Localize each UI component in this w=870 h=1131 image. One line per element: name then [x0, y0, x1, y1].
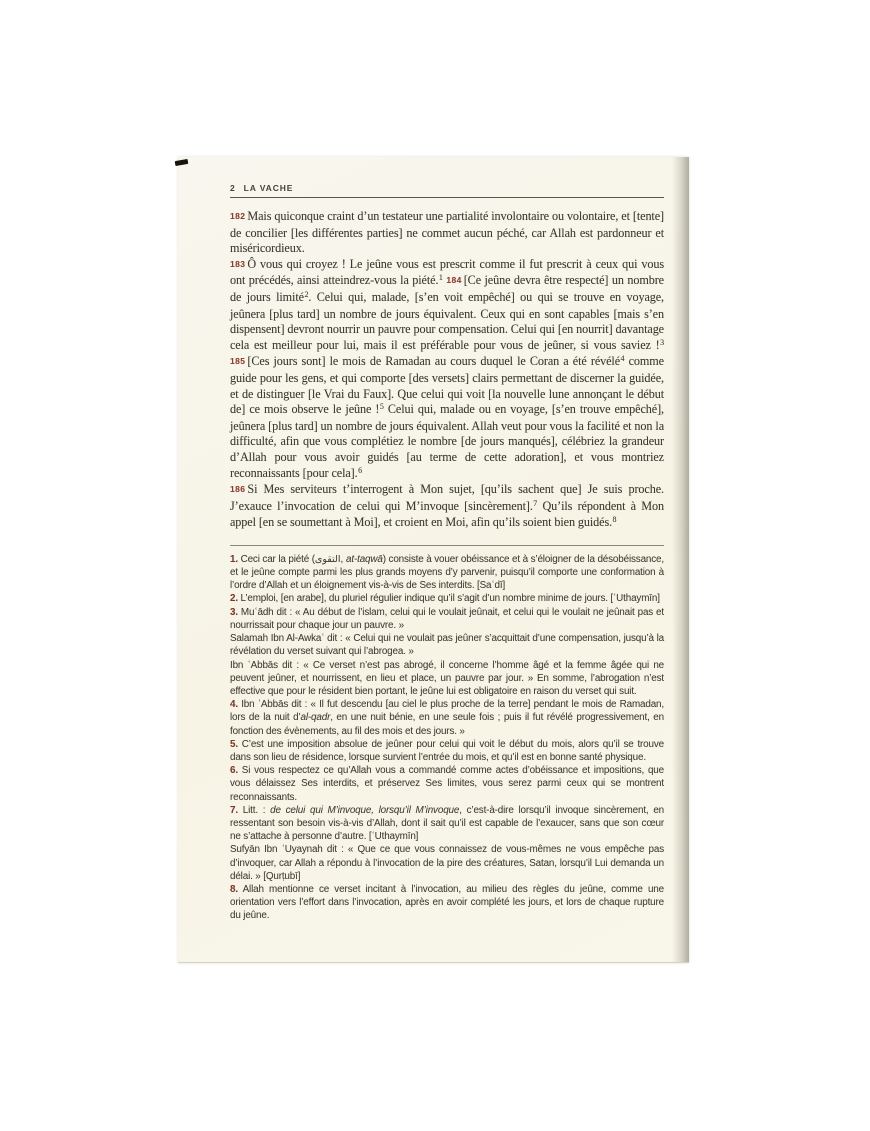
text-run: Ibn ʿAbbās dit : « Ce verset n’est pas abrogé, il concerne l’homme âgé et la femme âgée qui ne peuvent jeûner, et nourrissent, en lieu et place, un pauvre par jour. » En somme, l’abrogation n’est effective que pour le résident bien portant, le jeûne lui est obligatoire en raison du verset qui suit. [230, 659, 664, 697]
footnote-paragraph [230, 592, 664, 605]
footnote-ref: 6 [358, 465, 362, 475]
footnote-number: 3. [230, 606, 238, 618]
footnote-paragraph [230, 883, 664, 923]
text-run: Ibn ʿAbbās dit : « Il fut descendu [au ciel le plus proche de la terre] pendant le mois de Ramadan, lors de la nuit d’ [230, 699, 664, 724]
page-edge-shadow [672, 157, 689, 962]
text-run: [Ces jours sont] le mois de Ramadan au cours duquel le Coran a été révélé [247, 354, 621, 369]
verse-paragraph [230, 257, 664, 482]
header-rule [230, 197, 664, 198]
footnote-paragraph [230, 764, 664, 804]
text-run: L’emploi, [en arabe], du pluriel régulier indique qu’il s’agit d’un nombre minime de jours. [ʿUthaymīn] [237, 593, 660, 605]
text-run: Si vous respectez ce qu’Allah vous a commandé comme actes d’obéissance et impositions, que vous délaissez Ses interdits, et préservez Ses limites, vous serez parmi ceux qui se montrent reconnaissants. [230, 765, 664, 803]
text-run: Sufyān Ibn ʿUyaynah dit : « Que ce que vous connaissez de vous-mêmes ne vous empêche pas d’invoquer, car Allah a répondu à l’invocation de la pire des créatures, Satan, lorsqu’il Lui demanda un délai. » [Qurṭubī] [230, 844, 664, 882]
footnote-ref: 7 [533, 498, 538, 508]
text-run: Qu’ils répondent à Mon appel [en se soumettant à Moi], et croient en Moi, afin qu’ils soient bien guidés. [230, 498, 664, 530]
text-run: Allah mentionne ce verset incitant à l’invocation, au milieu des règles du jeûne, comme une orientation vers l’effort dans l’invocation, après en avoir complété les jours, et lors de chaque rupture du jeûne. [230, 883, 664, 922]
italic-run: de celui qui M’invoque, lorsqu’il M’invoque [270, 804, 460, 816]
text-run: Celui qui, malade ou en voyage, [s’en trouve empêché], jeûnera [plus tard] un nombre de jours équivalent. Allah veut pour vous la facilité et non la difficulté, afin que vous complétiez le nombre [de jours manqués], célébriez la grandeur d’Allah pour vous avoir guidés [au terme de cette adoration], et vous montriez reconnaissants [pour cela]. [230, 402, 664, 480]
text-run: Mais quiconque craint d’un testateur une partialité involontaire ou volontaire, et [tente] de concilier [les différentes parties] ne commet aucun péché, car Allah est pardonneur et miséricordieux. [230, 209, 664, 256]
italic-run: al-qadr [300, 712, 331, 724]
footnote-ref: 4 [620, 354, 625, 364]
text-run: [Ce jeûne devra être respecté] un nombre de jours limité [230, 273, 664, 304]
text-run: Salamah Ibn Al-Awkaʿ dit : « Celui qui ne voulait pas jeûner s’acquittait d’une compensation, jusqu’à la révélation du verset suivant qui l’abrogea. » [230, 633, 664, 658]
footnotes-block [230, 553, 664, 923]
footnote-paragraph [230, 606, 664, 632]
running-header [230, 183, 664, 193]
text-run: Ô vous qui croyez ! Le jeûne vous est prescrit comme il fut prescrit à ceux qui vous ont précédés, ainsi atteindrez-vous la piété. [230, 256, 664, 288]
footnote-paragraph [230, 553, 664, 593]
text-run: , [340, 553, 347, 565]
verse-number: 182 [230, 211, 246, 221]
footnote-ref: 3 [660, 337, 664, 347]
verse-text-block [230, 209, 664, 532]
verse-paragraph [230, 209, 664, 257]
book-page [178, 157, 689, 963]
verse-number: 185 [230, 356, 246, 367]
verse-number: 184 [446, 275, 462, 286]
text-run: C’est une imposition absolue de jeûner pour celui qui voit le début du mois, alors qu’il se trouve dans son lieu de résidence, lorsque survient l’entrée du mois, et qu’il est en bonne santé physique. [230, 738, 664, 763]
text-run: Ceci car la piété ( [237, 553, 315, 565]
page-content [230, 183, 664, 923]
text-run: Si Mes serviteurs t’interrogent à Mon sujet, [qu’ils sachent que] Je suis proche. J’exauce l’invocation de celui qui M’invoque [sincèrement]. [230, 482, 664, 513]
text-run: comme guide pour les gens, et qui comporte [des versets] clairs permettant de discerner la guidée, et de distinguer [le Vrai du Faux]. Que celui qui voit [la nouvelle lune annonçant le début de] ce mois observe le jeûne ! [230, 354, 664, 417]
text-run: ) consiste à vouer obéissance et à s’éloigner de la désobéissance, et le jeûne compte parmi les plus grands moyens d’y parvenir, puisqu’il comporte une conformation à l’ordre d’Allah et un éloignement vis-à-vis de Ses interdits. [Saʿdī] [230, 553, 664, 592]
chapter-title: LA VACHE [243, 183, 294, 193]
footnote-number: 1. [230, 553, 238, 565]
footnote-number: 8. [230, 883, 238, 895]
text-run: , en une nuit bénie, en une seule fois ; puis il fut révélé progressivement, en fonction des évènements, au fil des mois et des jours. » [230, 712, 664, 737]
footnote-number: 6. [230, 765, 238, 777]
footnote-number: 5. [230, 738, 238, 750]
footnote-paragraph [230, 659, 664, 699]
footnote-number: 2. [230, 593, 238, 605]
footnote-number: 4. [230, 699, 238, 711]
text-run: Muʿādh dit : « Au début de l’islam, celui qui le voulait jeûnait, et celui qui le voulait ne jeûnait pas et nourrissait pour chaque jour un pauvre. » [230, 606, 664, 631]
footnote-paragraph [230, 738, 664, 764]
footnote-ref: 8 [612, 515, 617, 525]
text-run: . Celui qui, malade, [s’en voit empêché] ou qui se trouve en voyage, jeûnera [plus tard] un nombre de jours équivalent. Ceux qui en sont capables [mais s’en dispensent] devront nourrir un pauvre pour compensation. Celui qui [en nourrit] davantage cela est meilleur pour lui, mais il est préférable pour vous de jeûner, si vous saviez ! [230, 289, 664, 352]
verse-number: 183 [230, 258, 246, 269]
footnote-ref: 5 [379, 402, 384, 412]
arabic-word: التقوى [314, 553, 341, 565]
footnote-separator [230, 545, 664, 546]
footnote-ref: 2 [304, 289, 309, 299]
page-corner-artifact [175, 159, 189, 166]
verse-paragraph [230, 482, 664, 532]
verse-number: 186 [230, 484, 246, 495]
footnote-paragraph [230, 698, 664, 738]
text-run: , c’est-à-dire lorsqu’il invoque sincèrement, en ressentant son besoin vis-à-vis d’Allah, dont il sait qu’il est capable de l’exaucer, sans que son cœur ne s’attache à personne d’autre. [ʿUthaymīn] [230, 804, 664, 843]
text-run: Litt. : [237, 804, 271, 816]
footnote-paragraph [230, 843, 664, 883]
footnote-ref: 1 [438, 273, 443, 283]
footnote-paragraph [230, 804, 664, 844]
italic-run: at-taqwā [346, 553, 383, 565]
footnote-paragraph [230, 632, 664, 658]
chapter-number: 2 [230, 183, 236, 193]
footnote-number: 7. [230, 804, 238, 816]
